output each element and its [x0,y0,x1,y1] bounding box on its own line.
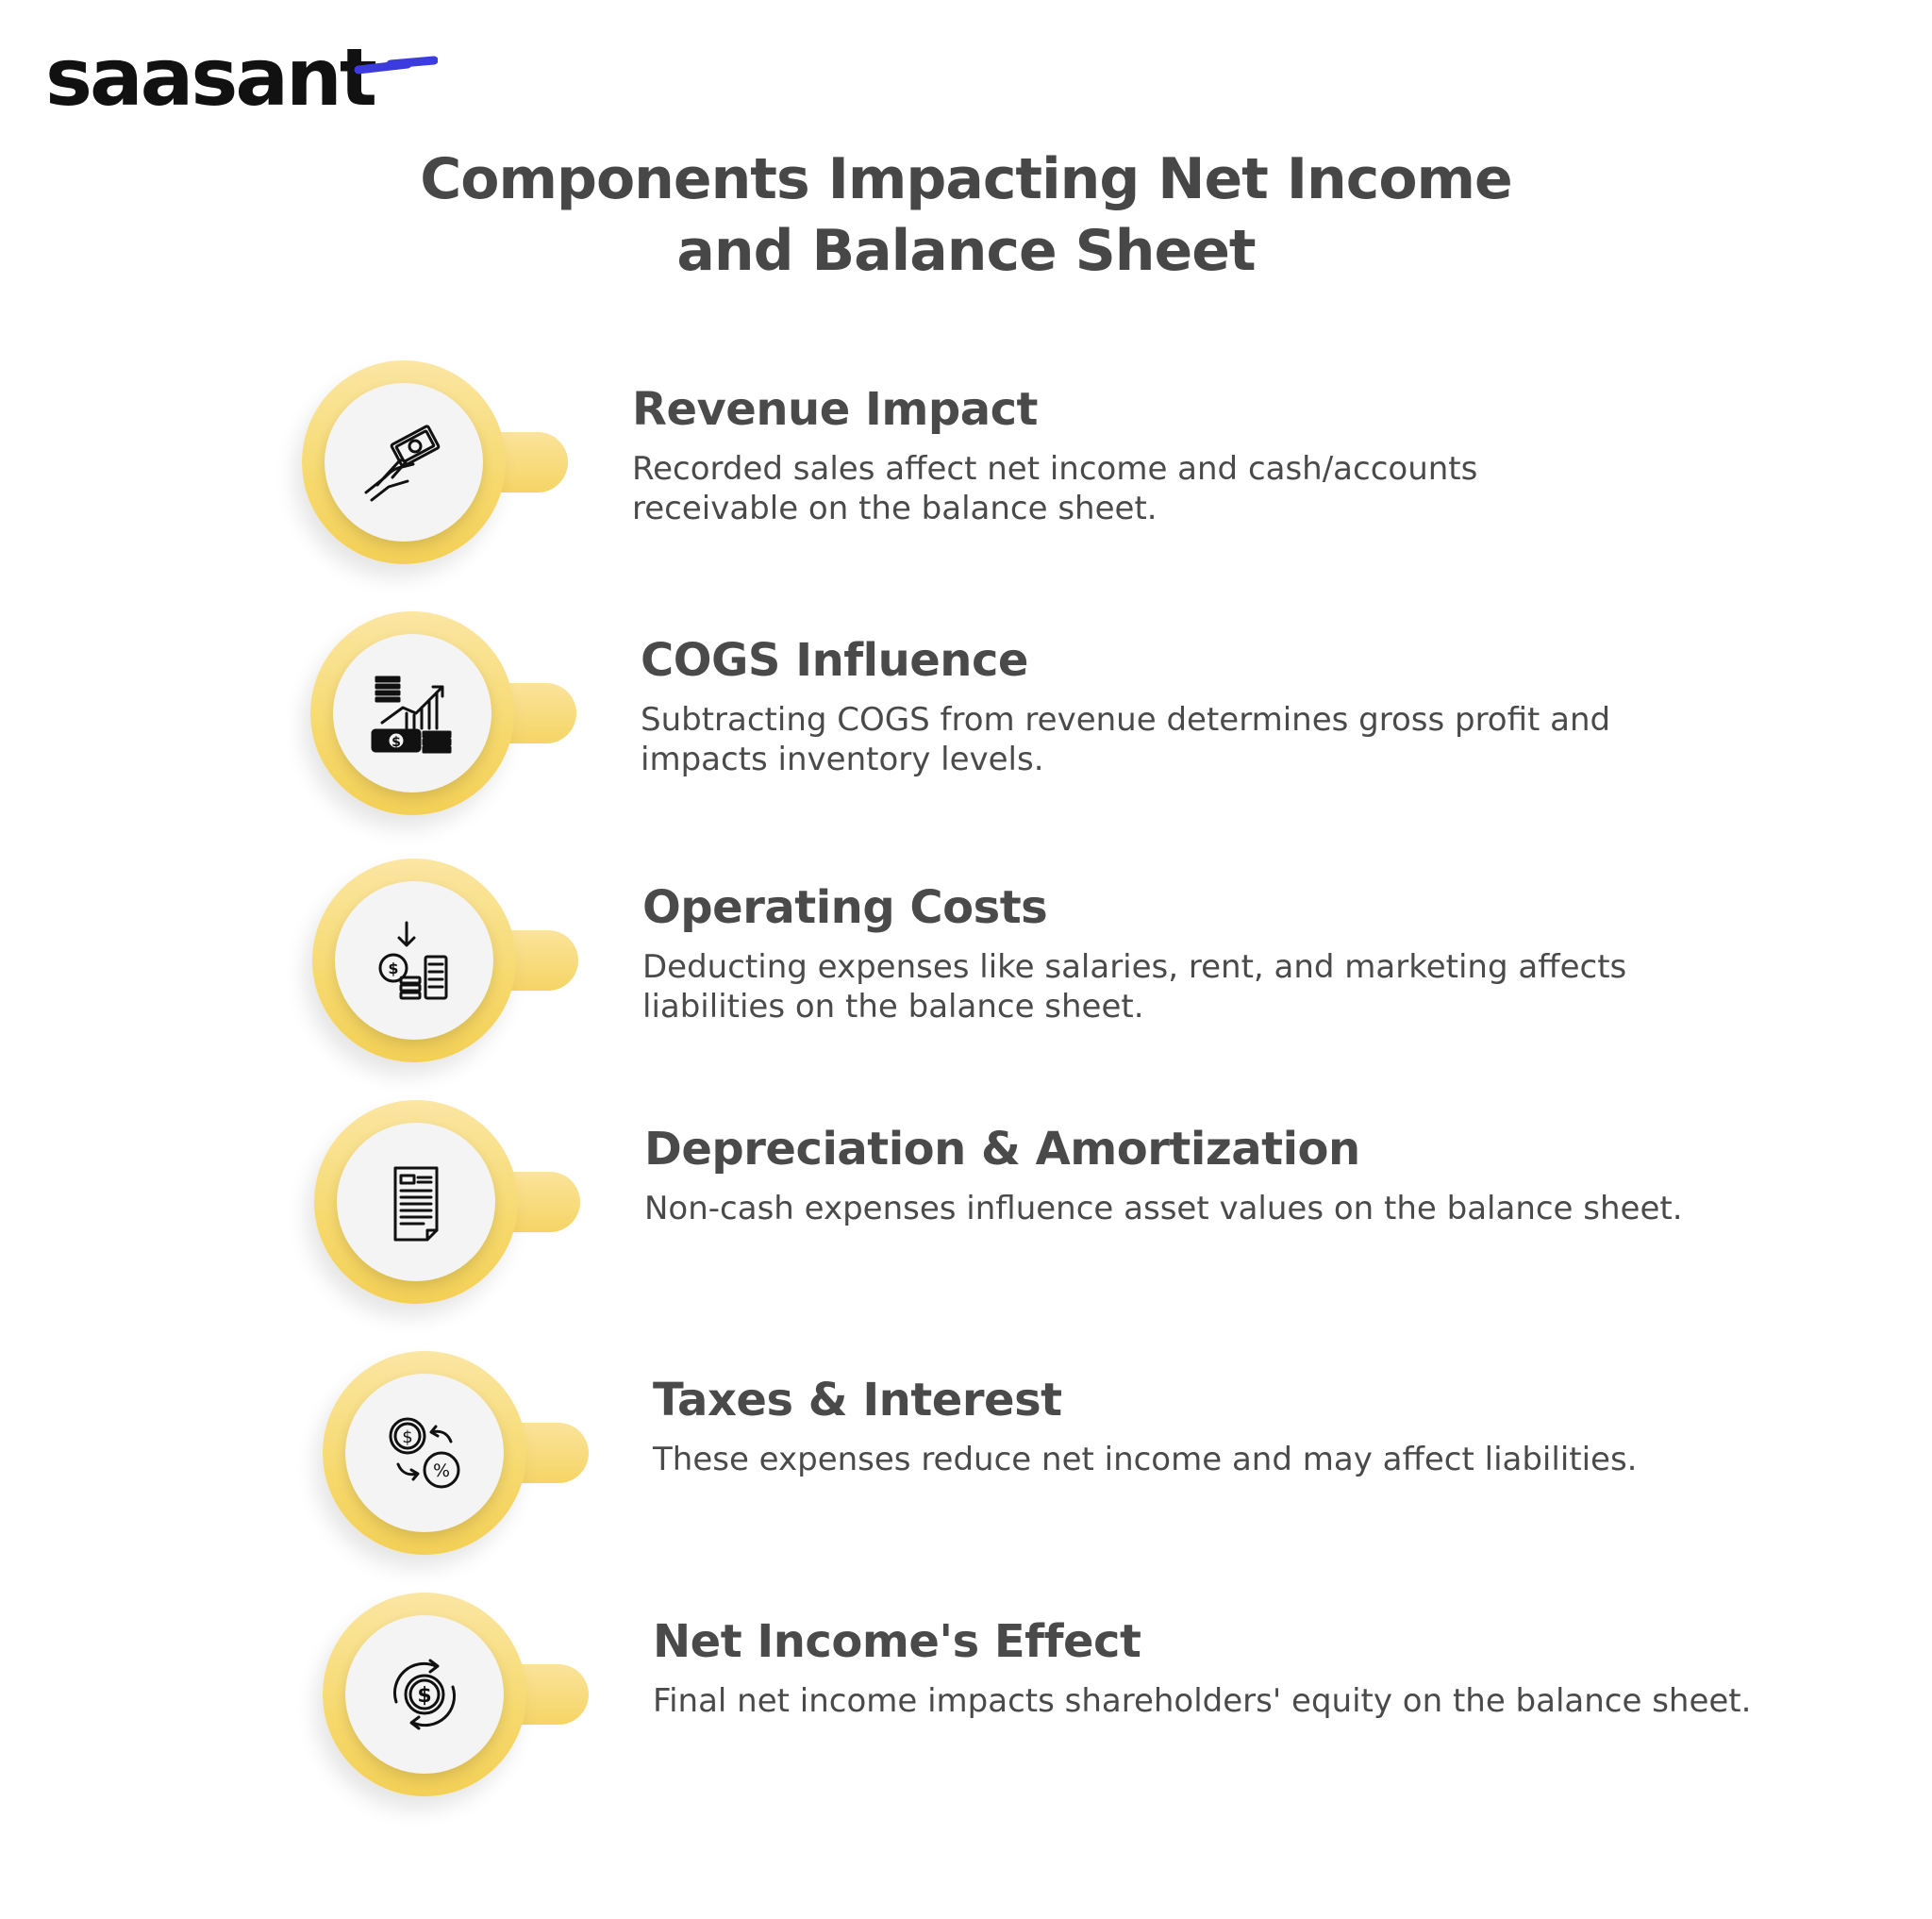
icon-disc [337,1123,495,1281]
description-line-2: impacts inventory levels. [641,741,1044,778]
icon-disc [345,1615,504,1774]
component-description [644,1189,1932,1228]
component-description [653,1681,1932,1721]
currency-percent-exchange-icon [377,1406,472,1500]
hand-money-icon [357,415,451,509]
description-line-1: Recorded sales affect net income and cash/accounts [632,450,1478,488]
document-icon [369,1155,463,1249]
icon-disc [325,383,483,542]
icon-badge [302,360,585,568]
component-description [641,700,1932,779]
component-text [653,1613,1932,1721]
icon-badge [310,611,593,819]
description-line-2: receivable on the balance sheet. [632,490,1158,527]
coins-down-arrow-icon [367,913,461,1008]
icon-disc [345,1374,504,1532]
svg-text:$: $ [391,735,401,750]
description-line-1: Final net income impacts shareholders' equity on the balance sheet. [653,1682,1752,1720]
description-line-1: Subtracting COGS from revenue determines gross profit and [641,701,1611,739]
description-line-1: Non-cash expenses influence asset values on the balance sheet. [644,1190,1683,1227]
description-line-2: liabilities on the balance sheet. [642,988,1144,1026]
svg-text:$: $ [402,1427,413,1447]
svg-text:$: $ [417,1684,432,1708]
svg-text:%: % [432,1460,451,1481]
growth-chart-money-icon [365,666,459,760]
component-text [642,879,1932,1026]
component-heading: Revenue Impact [632,383,1038,436]
brand-logo [45,31,375,124]
svg-text:$: $ [388,960,399,977]
page-title [306,143,1626,287]
icon-badge [312,859,595,1066]
component-text [632,381,1932,528]
icon-disc [333,634,491,793]
component-heading: COGS Influence [641,634,1028,687]
icon-badge [323,1593,606,1800]
component-text [644,1121,1932,1228]
component-heading: Depreciation & Amortization [644,1123,1360,1176]
logo-accent-mark [353,45,438,83]
component-text [641,632,1932,779]
component-heading: Operating Costs [642,881,1048,934]
dollar-cycle-icon [377,1647,472,1742]
icon-badge [323,1351,606,1559]
logo-text: saasant [45,31,375,124]
title-line-2: and Balance Sheet [676,218,1256,284]
description-line-1: These expenses reduce net income and may affect liabilities. [653,1441,1638,1478]
component-description [653,1440,1932,1479]
title-line-1: Components Impacting Net Income [420,146,1512,212]
description-line-1: Deducting expenses like salaries, rent, and marketing affects [642,948,1627,986]
component-heading: Taxes & Interest [653,1374,1062,1427]
component-description [642,947,1932,1026]
component-description [632,449,1932,528]
icon-badge [314,1100,597,1308]
icon-disc [335,881,493,1040]
component-heading: Net Income's Effect [653,1615,1141,1668]
component-text [653,1372,1932,1479]
